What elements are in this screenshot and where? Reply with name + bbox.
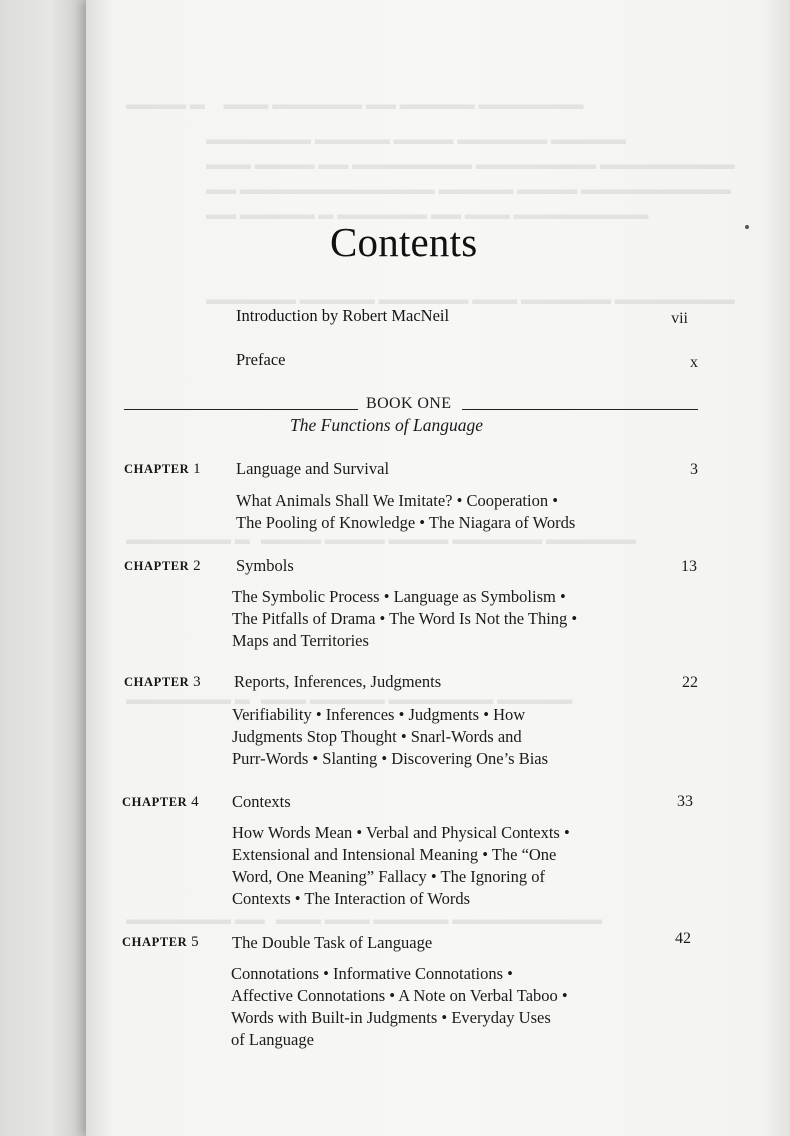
chapter-label: CHAPTER 4 <box>122 794 199 810</box>
chapter-title: The Double Task of Language <box>232 933 433 952</box>
chapter-label: CHAPTER 3 <box>124 674 201 690</box>
bleed-through-text: ▬▬▬▬▬▬ ▬▬▬▬▬ ▬▬▬▬▬▬ ▬▬▬ ▬▬▬▬▬▬ ▬▬▬▬▬▬▬▬ <box>206 292 735 308</box>
bleed-through-text: ▬▬ ▬▬▬▬▬▬▬▬▬▬▬▬▬ ▬▬▬▬▬ ▬▬▬▬ ▬▬▬▬▬▬▬▬▬▬ <box>206 182 731 198</box>
page-number: vii <box>671 310 688 327</box>
chapter-title: Language and Survival <box>236 459 390 478</box>
toc-entry-introduction: Introduction by Robert MacNeil <box>236 306 450 325</box>
print-speck <box>745 225 749 229</box>
book-subtitle: The Functions of Language <box>290 415 483 435</box>
chapter-title: Symbols <box>236 556 294 575</box>
facing-page-edge <box>0 0 92 1136</box>
chapter-topics: What Animals Shall We Imitate? • Cooperation • The Pooling of Knowledge • The Niagara of Words <box>236 491 576 532</box>
page-title: Contents <box>330 219 478 265</box>
page-number: 33 <box>677 793 693 810</box>
page-number: 3 <box>690 461 698 478</box>
bleed-through-text: ▬▬▬▬▬▬▬ ▬ ▬▬▬ ▬▬▬▬▬ ▬▬▬▬▬▬▬ ▬▬▬▬▬ <box>126 692 573 708</box>
bleed-through-text: ▬▬▬▬▬▬▬ ▬▬ ▬▬▬ ▬▬▬ ▬▬▬▬▬ ▬▬▬▬▬▬▬▬▬▬ <box>126 912 603 928</box>
chapter-topics: Verifiability • Inferences • Judgments • How Judgments Stop Thought • Snarl-Words and Purr-Words • Slanting • Discovering One’s Bias <box>232 705 549 768</box>
chapter-label: CHAPTER 2 <box>124 558 201 574</box>
rule-left <box>124 409 358 410</box>
toc-entry-preface: Preface <box>236 350 286 369</box>
page-number: 42 <box>675 930 691 947</box>
bleed-through-text: ▬▬▬▬ ▬ ▬▬▬ ▬▬▬▬▬▬ ▬▬ ▬▬▬▬▬ ▬▬▬▬▬▬▬ <box>126 97 584 113</box>
bleed-through-text: ▬▬ ▬▬▬▬▬ ▬ ▬▬▬▬▬▬ ▬▬ ▬▬▬ ▬▬▬▬▬▬▬▬▬ <box>206 207 649 223</box>
chapter-label: CHAPTER 5 <box>122 934 199 950</box>
chapter-topics: Connotations • Informative Connotations • Affective Connotations • A Note on Verbal Taboo • Words with Built-in Judgments • Everyday Uses of Language <box>231 964 568 1049</box>
chapter-title: Reports, Inferences, Judgments <box>234 672 442 691</box>
bleed-through-text: ▬▬▬▬▬▬▬ ▬ ▬▬▬▬ ▬▬▬▬ ▬▬▬▬ ▬▬▬▬▬▬ ▬▬▬▬▬▬ <box>126 532 636 548</box>
page-number: 22 <box>682 674 698 691</box>
bleed-through-text: ▬▬▬▬▬▬▬ ▬▬▬▬▬ ▬▬▬▬ ▬▬▬▬▬▬ ▬▬▬▬▬ <box>206 132 626 148</box>
rule-right <box>462 409 698 410</box>
bleed-through-text: ▬▬▬ ▬▬▬▬ ▬▬ ▬▬▬▬▬▬▬▬ ▬▬▬▬▬▬▬▬ ▬▬▬▬▬▬▬▬▬ <box>206 157 735 173</box>
chapter-topics: How Words Mean • Verbal and Physical Contexts • Extensional and Intensional Meaning • The “One Word, One Meaning” Fallacy • The Ignoring of Contexts • The Interaction of Words <box>232 823 570 908</box>
chapter-topics: The Symbolic Process • Language as Symbolism • The Pitfalls of Drama • The Word Is Not the Thing • Maps and Territories <box>232 587 578 650</box>
chapter-label: CHAPTER 1 <box>124 461 201 477</box>
book-heading: BOOK ONE <box>366 395 452 412</box>
page-number: 13 <box>681 558 697 575</box>
chapter-title: Contexts <box>232 792 291 811</box>
page-number: x <box>690 354 698 371</box>
